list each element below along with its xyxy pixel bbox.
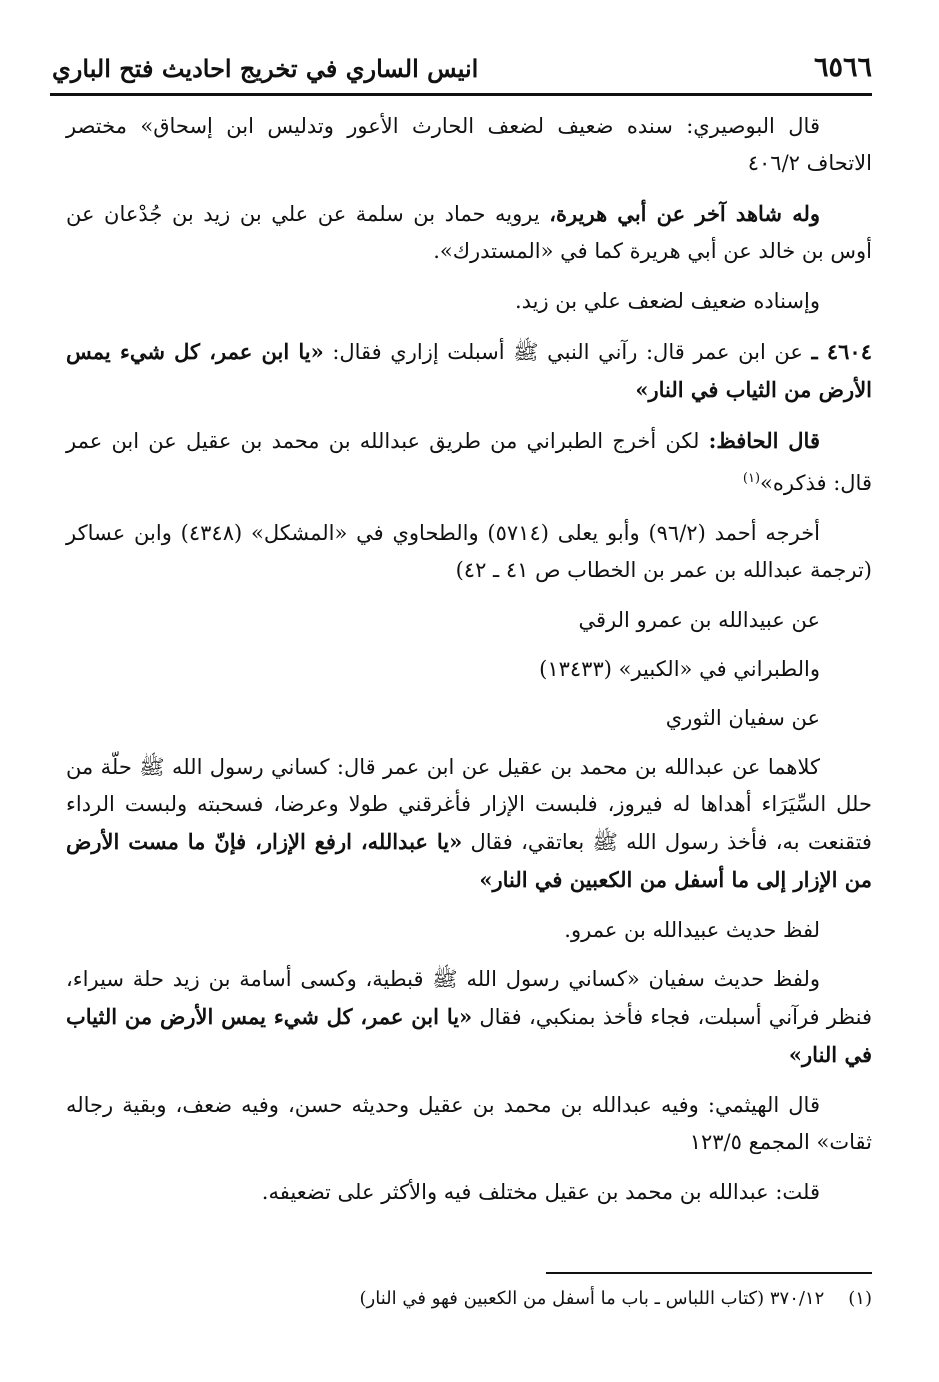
line-wording-ubaydullah: لفظ حديث عبيدالله بن عمرو. xyxy=(564,918,820,942)
paragraph-text: أخرجه أحمد (٩٦/٢) وأبو يعلى (٥٧١٤) والطحاوي في «المشكل» (٤٣٤٨) وابن عساكر (ترجمة عبدالله بن عمر بن الخطاب ص ٤١ ـ ٤٢) xyxy=(66,521,872,582)
hadith-text: عن ابن عمر قال: رآني النبي ﷺ أسبلت إزاري فقال: xyxy=(323,340,812,364)
line-sufyan: عن سفيان الثوري xyxy=(665,706,820,730)
bold-lead: قال الحافظ: xyxy=(708,428,820,453)
hadith-number: ٤٦٠٤ ـ xyxy=(811,339,872,364)
paragraph-abu-hurayra-witness xyxy=(66,195,872,270)
line-ubaydullah: عن عبيدالله بن عمرو الرقي xyxy=(578,608,820,632)
paragraph-text: وإسناده ضعيف لضعف علي بن زيد. xyxy=(514,289,820,313)
paragraph-text: ولفظ حديث سفيان «كساني رسول الله ﷺ قبطية، وكسى أسامة بن زيد حلة سيراء، فنظر فرآني أسبلت، فجاء فأخذ بمنكبي، فقال xyxy=(66,967,872,1029)
footnote xyxy=(66,1284,872,1314)
page-header xyxy=(52,50,872,90)
paragraph-text: لكن أخرج الطبراني من طريق عبدالله بن محمد بن عقيل عن ابن عمر قال: فذكره» xyxy=(66,429,872,495)
footnote-marker: (١) xyxy=(848,1288,872,1309)
running-title: انيس الساري في تخريج احاديث فتح الباري xyxy=(52,54,479,83)
body-text xyxy=(66,108,872,1223)
paragraph-text: قال البوصيري: سنده ضعيف لضعف الحارث الأعور وتدليس ابن إسحاق» مختصر الاتحاف ٤٠٦/٢ xyxy=(66,114,872,175)
paragraph-both-narrate xyxy=(66,749,872,899)
paragraph-isnad-weak xyxy=(66,283,872,320)
paragraph-wording-sufyan xyxy=(66,961,872,1074)
line-author-note: قلت: عبدالله بن محمد بن عقيل مختلف فيه والأكثر على تضعيفه. xyxy=(261,1180,820,1204)
footnote-rule xyxy=(546,1272,872,1274)
paragraph-hafiz xyxy=(66,422,872,502)
footnote-text: ٣٧٠/١٢ (كتاب اللباس ـ باب ما أسفل من الكعبين فهو في النار) xyxy=(359,1288,825,1309)
paragraph-takhrij xyxy=(66,515,872,589)
hadith-4604 xyxy=(66,333,872,409)
line-tabarani: والطبراني في «الكبير» (١٣٤٣٣) xyxy=(539,657,820,681)
hadith-quote: «يا ابن عمر، كل شيء يمس الأرض من الثياب في النار» xyxy=(66,1004,872,1067)
footnote-ref: (١) xyxy=(742,471,761,486)
paragraph-text: كلاهما عن عبدالله بن محمد بن عقيل عن ابن عمر قال: كساني رسول الله ﷺ حلّة من حلل السِّيَرَاء أهداها له فيروز، فلبست الإزار فأغرقني طولا وعرضا، فسحبته ولبست الرداء فتقنعت به، فأخذ رسول الله ﷺ بعاتقي، فقال xyxy=(66,755,872,854)
bold-lead: وله شاهد آخر عن أبي هريرة، xyxy=(549,201,820,226)
paragraph-haythami xyxy=(66,1087,872,1161)
hadith-quote: «يا عبدالله، ارفع الإزار، فإنّ ما مست الأرض من الإزار إلى ما أسفل من الكعبين في النار» xyxy=(66,829,872,892)
hadith-quote: «يا ابن عمر، كل شيء يمس الأرض من الثياب في النار» xyxy=(66,339,872,402)
header-rule xyxy=(50,93,872,96)
paragraph-text: قال الهيثمي: وفيه عبدالله بن محمد بن عقيل وحديثه حسن، وفيه ضعف، وبقية رجاله ثقات» المجمع ١٢٣/٥ xyxy=(66,1093,872,1154)
page-number: ٦٥٦٦ xyxy=(813,52,872,83)
paragraph-text: يرويه حماد بن سلمة عن علي بن زيد بن جُدْعان عن أوس بن خالد عن أبي هريرة كما في «المستدرك». xyxy=(66,202,872,263)
paragraph-busiri xyxy=(66,108,872,182)
